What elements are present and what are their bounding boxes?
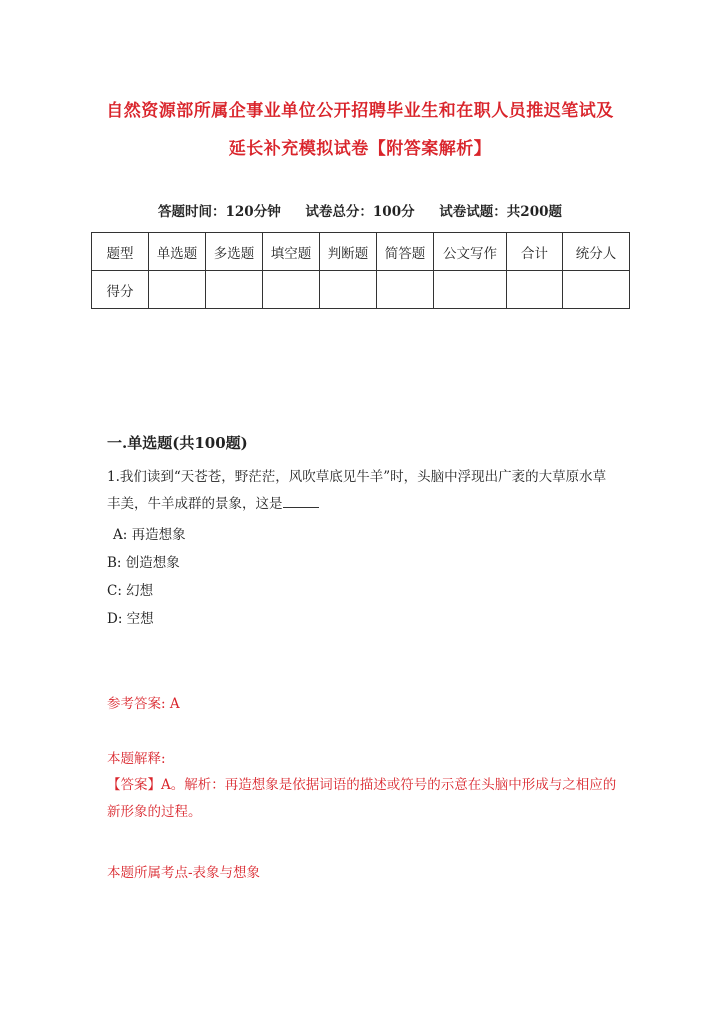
score-table-score-row bbox=[92, 271, 630, 309]
header-cell: 公文写作 bbox=[434, 233, 507, 271]
header-cell: 判断题 bbox=[320, 233, 377, 271]
answer-blank bbox=[283, 493, 319, 508]
exam-time: 答题时间：120分钟 bbox=[158, 204, 281, 220]
score-cell bbox=[263, 271, 320, 309]
score-cell bbox=[507, 271, 563, 309]
score-row-label: 得分 bbox=[92, 271, 149, 309]
score-cell bbox=[434, 271, 507, 309]
option-d: D: 空想 bbox=[107, 611, 154, 627]
option-c: C: 幻想 bbox=[107, 583, 154, 599]
exam-question-count: 试卷试题：共200题 bbox=[439, 204, 562, 220]
explanation-text: 【答案】A。解析：再造想象是依据词语的描述或符号的示意在头脑中形成与之相应的新形象的过程。 bbox=[107, 777, 617, 820]
reference-answer: 参考答案: A bbox=[107, 696, 180, 712]
knowledge-point: 本题所属考点-表象与想象 bbox=[107, 865, 261, 881]
score-cell bbox=[320, 271, 377, 309]
option-b: B: 创造想象 bbox=[107, 555, 180, 571]
score-table-header-row bbox=[92, 233, 630, 271]
option-a: A: 再造想象 bbox=[113, 527, 186, 543]
score-cell bbox=[206, 271, 263, 309]
header-cell: 填空题 bbox=[263, 233, 320, 271]
section-heading: 一.单选题(共100题) bbox=[107, 434, 248, 452]
exam-meta bbox=[40, 200, 680, 220]
score-cell bbox=[377, 271, 434, 309]
header-cell: 多选题 bbox=[206, 233, 263, 271]
score-cell bbox=[149, 271, 206, 309]
document-title-line-2: 延长补充模拟试卷【附答案解析】 bbox=[228, 139, 492, 159]
header-cell: 题型 bbox=[92, 233, 149, 271]
header-cell: 统分人 bbox=[563, 233, 630, 271]
question-text: 1.我们读到“天苍苍，野茫茫，风吹草底见牛羊”时，头脑中浮现出广袤的大草原水草丰美，牛羊成群的景象，这是 bbox=[107, 469, 607, 512]
explanation-heading: 本题解释: bbox=[107, 751, 166, 767]
document-title-line-1: 自然资源部所属企事业单位公开招聘毕业生和在职人员推迟笔试及 bbox=[106, 101, 614, 121]
score-table bbox=[91, 232, 630, 309]
score-cell bbox=[563, 271, 630, 309]
header-cell: 简答题 bbox=[377, 233, 434, 271]
question-stem bbox=[107, 464, 617, 518]
exam-total-score: 试卷总分：100分 bbox=[305, 204, 415, 220]
header-cell: 单选题 bbox=[149, 233, 206, 271]
header-cell: 合计 bbox=[507, 233, 563, 271]
